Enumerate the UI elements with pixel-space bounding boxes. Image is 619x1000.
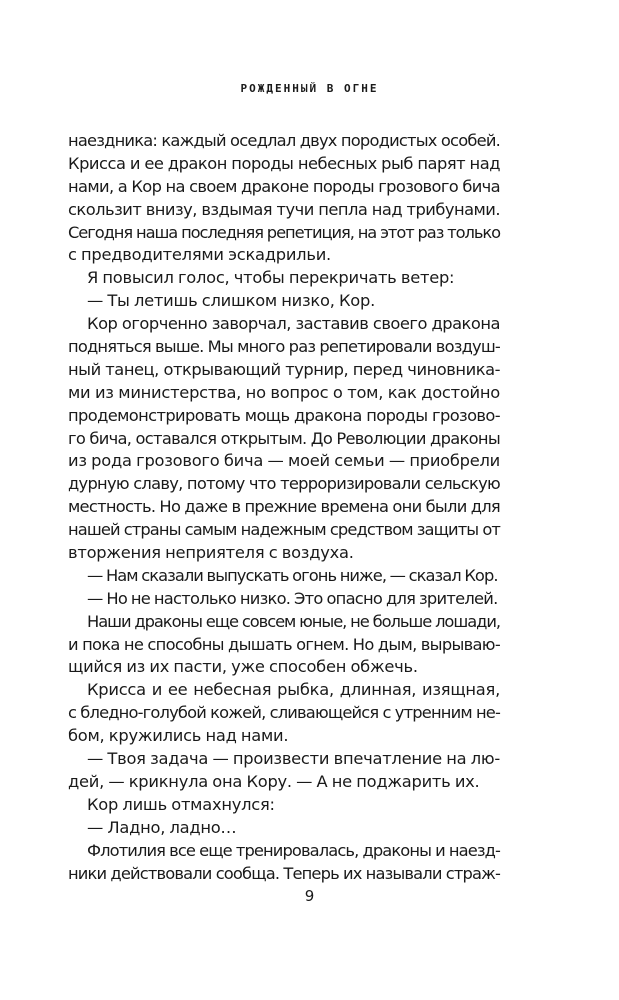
text-line: вторжения неприятеля с воздуха. — [68, 543, 354, 563]
text-line: Крисса и ее небесная рыбка, длинная, изящная, — [87, 680, 500, 700]
text-line: — Ты летишь слишком низко, Кор. — [87, 291, 375, 311]
text-line: Я повысил голос, чтобы перекричать ветер: — [87, 268, 455, 288]
text-line: дурную славу, потому что терроризировали сельскую — [68, 474, 500, 494]
text-line: ный танец, открывающий турнир, перед чиновника- — [68, 359, 500, 379]
text-line: ми из министерства, но вопрос о том, как достойно — [68, 382, 500, 402]
text-line: — Твоя задача — произвести впечатление на лю- — [87, 749, 500, 769]
text-line: подняться выше. Мы много раз репетировали воздуш- — [68, 337, 500, 357]
text-line: Кор огорченно заворчал, заставив своего дракона — [87, 314, 500, 334]
text-line: го бича, оставался открытым. До Революции драконы — [68, 428, 500, 448]
text-line: местность. Но даже в прежние времена они были для — [68, 497, 500, 517]
text-line: Наши драконы еще совсем юные, не больше лошади, — [87, 611, 500, 631]
running-header: РОЖДЕННЫЙ В ОГНЕ — [240, 82, 379, 95]
text-line: и пока не способны дышать огнем. Но дым, вырываю- — [68, 634, 500, 654]
text-line: — Нам сказали выпускать огонь ниже, — сказал Кор. — [87, 565, 498, 585]
text-line: бом, кружились над нами. — [68, 726, 289, 746]
text-line: из рода грозового бича — моей семьи — приобрели — [68, 451, 500, 471]
page-number: 9 — [304, 887, 315, 905]
text-line: — Но не настолько низко. Это опасно для зрителей. — [87, 588, 498, 608]
text-line: ники действовали сообща. Теперь их называли страж- — [68, 863, 500, 883]
text-line: скользит внизу, вздымая тучи пепла над трибунами. — [68, 199, 500, 219]
text-line: наездника: каждый оседлал двух породистых особей. — [68, 131, 500, 150]
text-line: нашей страны самым надежным средством защиты от — [68, 520, 500, 540]
text-line: дей, — крикнула она Кору. — А не поджарить их. — [68, 771, 480, 791]
text-line: Флотилия все еще тренировалась, драконы и наезд- — [87, 840, 500, 860]
text-line: — Ладно, ладно… — [87, 817, 237, 837]
text-line: с бледно-голубой кожей, сливающейся с утренним не- — [68, 703, 500, 723]
text-line: щийся из их пасти, уже способен обжечь. — [68, 657, 418, 677]
text-line: Крисса и ее дракон породы небесных рыб парят над — [68, 153, 500, 173]
text-line: Кор лишь отмахнулся: — [87, 794, 275, 814]
text-line: с предводителями эскадрильи. — [68, 245, 331, 265]
text-line: нами, а Кор на своем драконе породы грозового бича — [68, 176, 500, 196]
text-line: продемонстрировать мощь дракона породы грозово- — [68, 405, 500, 425]
body-text — [68, 130, 500, 885]
text-line: Сегодня наша последняя репетиция, на этот раз только — [68, 222, 500, 242]
